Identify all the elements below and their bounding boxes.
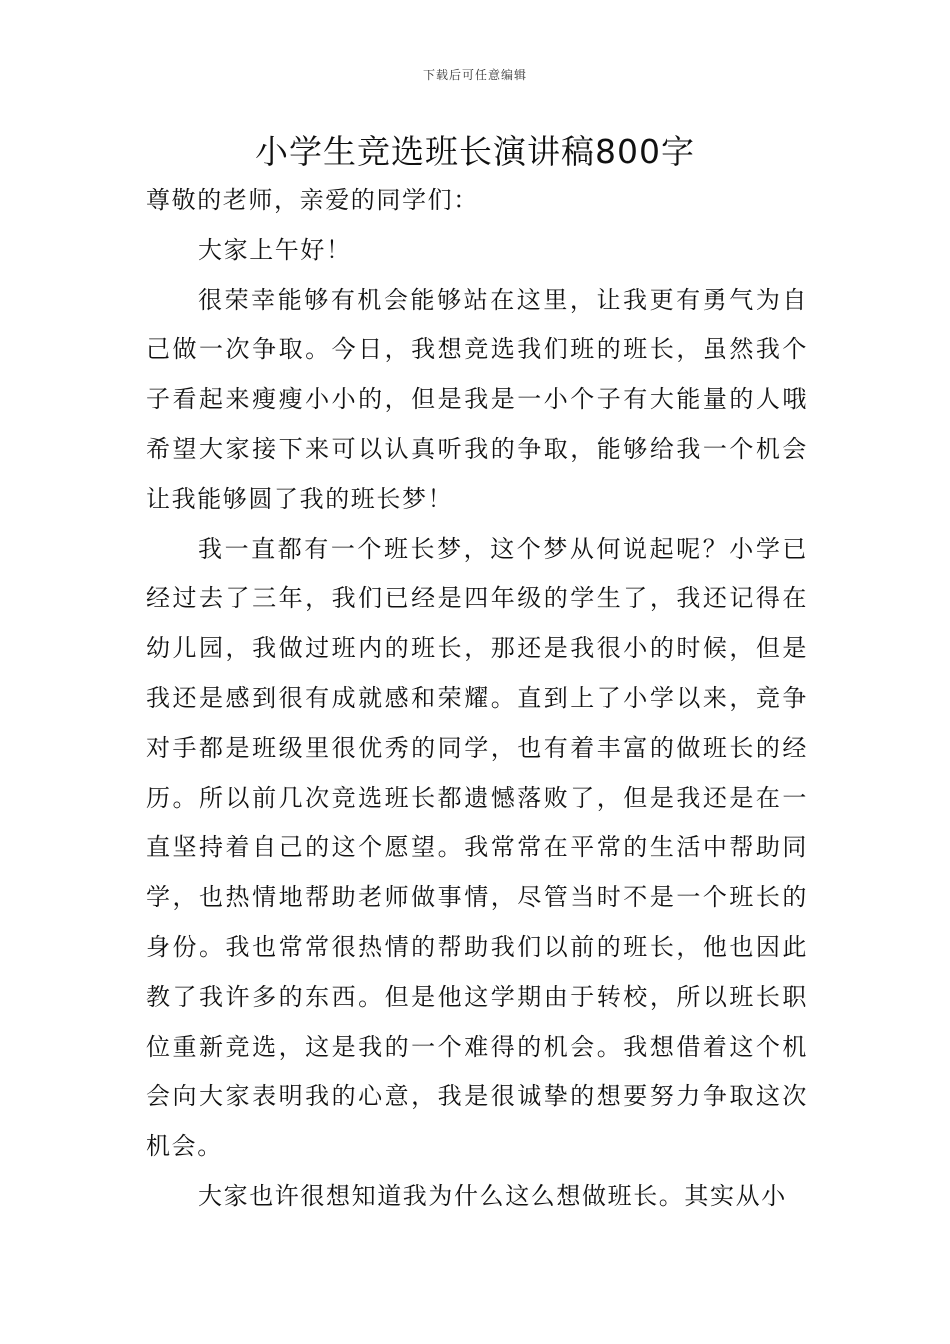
paragraph-reason: 大家也许很想知道我为什么这么想做班长。其实从小 <box>198 1181 787 1210</box>
document-body <box>146 176 808 1222</box>
document-title: 小学生竞选班长演讲稿800字 <box>255 132 695 171</box>
paragraph-dream: 我一直都有一个班长梦，这个梦从何说起呢？小学已经过去了三年，我们已经是四年级的学生了，我还记得在幼儿园，我做过班内的班长，那还是我很小的时候，但是我还是感到很有成就感和荣耀。直到上了小学以来，竞争对手都是班级里很优秀的同学，也有着丰富的做班长的经历。所以前几次竞选班长都遗憾落败了，但是我还是在一直坚持着自己的这个愿望。我常常在平常的生活中帮助同学，也热情地帮助老师做事情，尽管当时不是一个班长的身份。我也常常很热情的帮助我们以前的班长，他也因此教了我许多的东西。但是他这学期由于转校，所以班长职位重新竞选，这是我的一个难得的机会。我想借着这个机会向大家表明我的心意，我是很诚挚的想要努力争取这次机会。 <box>146 534 808 1161</box>
salutation: 尊敬的老师，亲爱的同学们： <box>146 186 479 214</box>
paragraph-greeting: 大家上午好！ <box>198 235 352 264</box>
header-note: 下载后可任意编辑 <box>422 68 527 82</box>
paragraph-intro: 很荣幸能够有机会能够站在这里，让我更有勇气为自己做一次争取。今日，我想竞选我们班的班长，虽然我个子看起来瘦瘦小小的，但是我是一小个子有大能量的人哦希望大家接下来可以认真听我的争取，能够给我一个机会让我能够圆了我的班长梦！ <box>146 285 808 513</box>
